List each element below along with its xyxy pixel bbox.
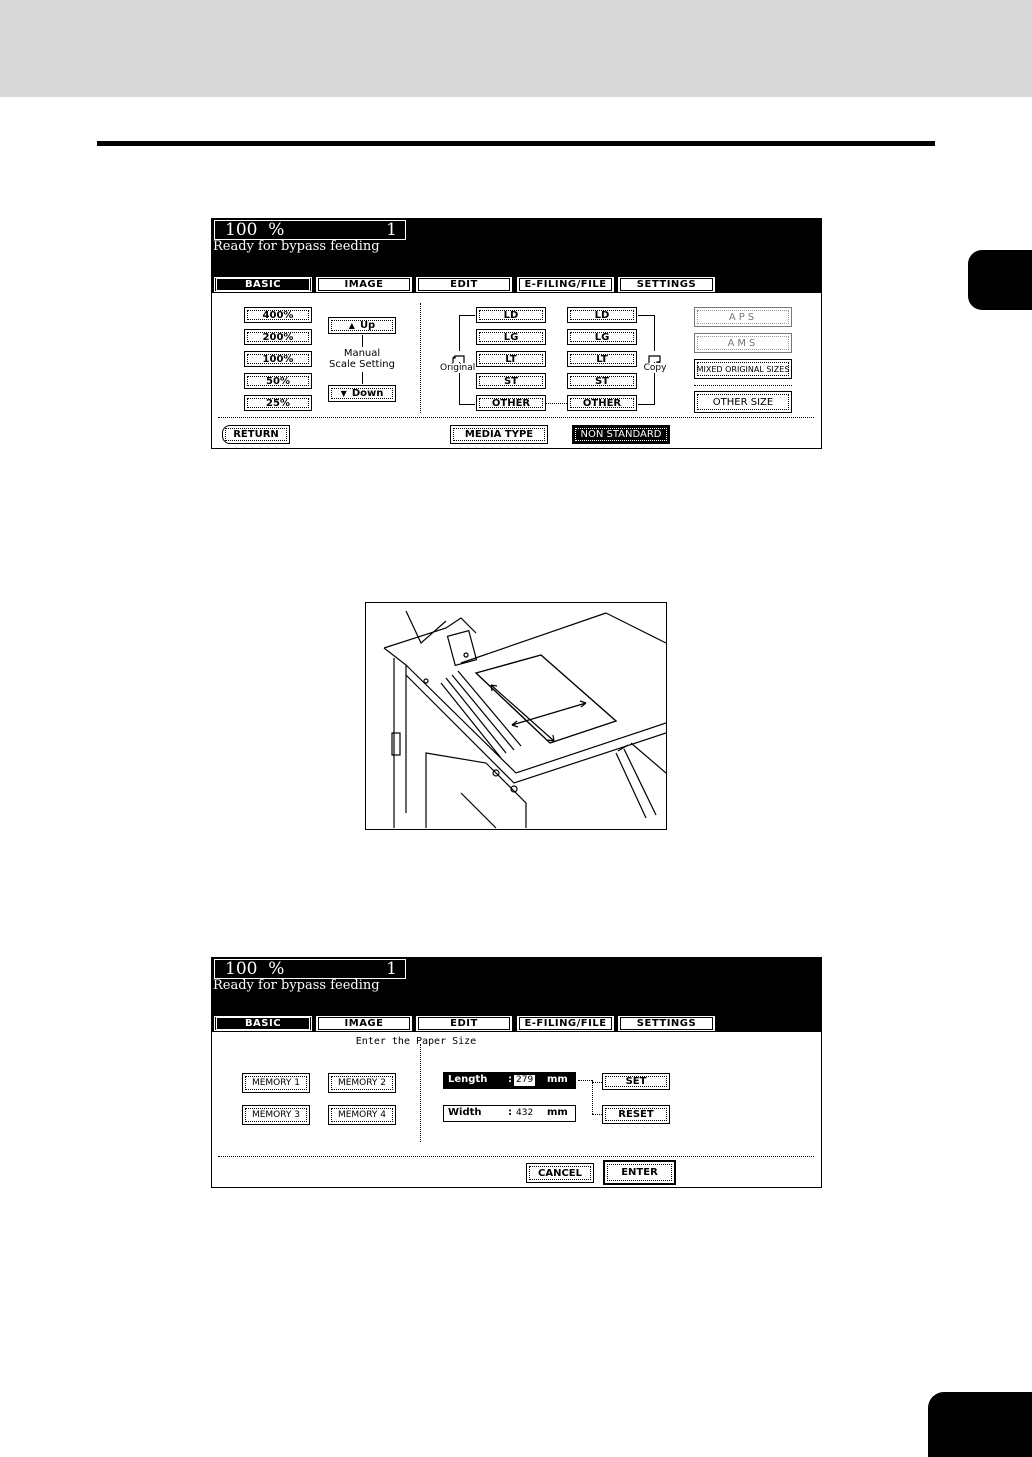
paper-size-screen: [211, 957, 822, 1188]
tab-e-filing[interactable]: E-FILING/FILE: [517, 1016, 614, 1031]
option-divider: [694, 385, 792, 386]
original-label: Original: [440, 363, 476, 373]
copy-st-button[interactable]: ST: [567, 373, 637, 389]
mixed-original-sizes-button[interactable]: MIXED ORIGINAL SIZES: [694, 359, 792, 379]
memory-4-button[interactable]: MEMORY 4: [328, 1105, 396, 1125]
set-reset-bracket: [578, 1080, 592, 1081]
width-field[interactable]: Width : 432 mm: [443, 1105, 576, 1122]
status-header: [212, 958, 821, 1032]
copy-count: 1: [386, 220, 397, 240]
original-ld-button[interactable]: LD: [476, 307, 546, 323]
status-message: Ready for bypass feeding: [213, 239, 380, 254]
original-lg-button[interactable]: LG: [476, 329, 546, 345]
ratio-display: [214, 220, 406, 240]
status-header: [212, 219, 821, 293]
page-number-tab: [928, 1392, 1032, 1457]
original-lt-button[interactable]: LT: [476, 351, 546, 367]
tab-image[interactable]: IMAGE: [316, 1016, 412, 1031]
tab-edit[interactable]: EDIT: [416, 277, 512, 292]
return-button[interactable]: RETURN: [222, 425, 290, 444]
zoom-50-button[interactable]: 50%: [244, 373, 312, 389]
copy-lg-button[interactable]: LG: [567, 329, 637, 345]
copy-count: 1: [386, 959, 397, 979]
zoom-400-button[interactable]: 400%: [244, 307, 312, 323]
tab-edit[interactable]: EDIT: [416, 1016, 512, 1031]
aps-button[interactable]: APS: [694, 307, 792, 327]
width-label: Width: [448, 1107, 482, 1118]
footer-divider: [218, 1156, 814, 1157]
reset-button[interactable]: RESET: [602, 1105, 670, 1124]
copy-icon: [648, 351, 662, 362]
copy-basic-screen: [211, 218, 822, 449]
tab-e-filing[interactable]: E-FILING/FILE: [517, 277, 614, 292]
copy-bracket: [638, 315, 654, 316]
reproduction-ratio: 100 %: [225, 220, 285, 240]
manual-scale-label: Manual Scale Setting: [329, 348, 395, 370]
status-message: Ready for bypass feeding: [213, 978, 380, 993]
bypass-tray-illustration: [365, 602, 667, 830]
prompt-text: Enter the Paper Size: [355, 1036, 477, 1047]
original-other-button[interactable]: OTHER: [476, 395, 546, 411]
copy-label: Copy: [640, 363, 670, 373]
set-reset-bracket: [592, 1080, 593, 1114]
section-divider: [420, 1044, 421, 1142]
copy-bracket: [638, 404, 654, 405]
length-field[interactable]: Length : 279 mm: [443, 1072, 576, 1089]
memory-2-button[interactable]: MEMORY 2: [328, 1073, 396, 1093]
non-standard-button[interactable]: NON STANDARD: [572, 425, 670, 444]
manual-scale-connector: [362, 372, 363, 384]
chapter-tab: [968, 250, 1032, 310]
copy-lt-button[interactable]: LT: [567, 351, 637, 367]
width-value: 432: [516, 1108, 534, 1118]
ams-button[interactable]: AMS: [694, 333, 792, 353]
zoom-100-button[interactable]: 100%: [244, 351, 312, 367]
media-type-button[interactable]: MEDIA TYPE: [450, 425, 548, 444]
copy-ld-button[interactable]: LD: [567, 307, 637, 323]
set-button[interactable]: SET: [602, 1073, 670, 1090]
section-divider: [420, 303, 421, 413]
cancel-button[interactable]: CANCEL: [526, 1163, 594, 1183]
triangle-down-icon: ▼: [340, 389, 347, 398]
other-link: [546, 403, 567, 404]
reproduction-ratio: 100 %: [225, 959, 285, 979]
section-rule: [97, 141, 935, 146]
tab-basic[interactable]: BASIC: [214, 1016, 312, 1031]
manual-scale-connector: [362, 335, 363, 347]
zoom-down-button[interactable]: ▼ Down: [328, 385, 396, 402]
tab-settings[interactable]: SETTINGS: [618, 277, 715, 292]
original-st-button[interactable]: ST: [476, 373, 546, 389]
set-reset-bracket: [592, 1114, 602, 1115]
enter-button[interactable]: ENTER: [603, 1160, 676, 1185]
footer-divider: [218, 417, 814, 418]
set-reset-bracket: [592, 1082, 602, 1083]
original-icon: [452, 351, 466, 362]
length-value: 279: [516, 1075, 534, 1085]
triangle-up-icon: ▲: [348, 321, 355, 330]
original-bracket: [459, 315, 475, 316]
memory-1-button[interactable]: MEMORY 1: [242, 1073, 310, 1093]
length-unit: mm: [547, 1074, 568, 1085]
tab-image[interactable]: IMAGE: [316, 277, 412, 292]
other-size-button[interactable]: OTHER SIZE: [694, 391, 792, 413]
memory-3-button[interactable]: MEMORY 3: [242, 1105, 310, 1125]
zoom-up-button[interactable]: ▲ Up: [328, 317, 396, 334]
tab-settings[interactable]: SETTINGS: [618, 1016, 715, 1031]
original-bracket: [459, 404, 475, 405]
page-header-band: [0, 0, 1032, 97]
zoom-200-button[interactable]: 200%: [244, 329, 312, 345]
copy-other-button[interactable]: OTHER: [567, 395, 637, 411]
length-label: Length: [448, 1074, 488, 1085]
zoom-25-button[interactable]: 25%: [244, 395, 312, 411]
tab-basic[interactable]: BASIC: [214, 277, 312, 292]
ratio-display: [214, 959, 406, 979]
width-unit: mm: [547, 1107, 568, 1118]
